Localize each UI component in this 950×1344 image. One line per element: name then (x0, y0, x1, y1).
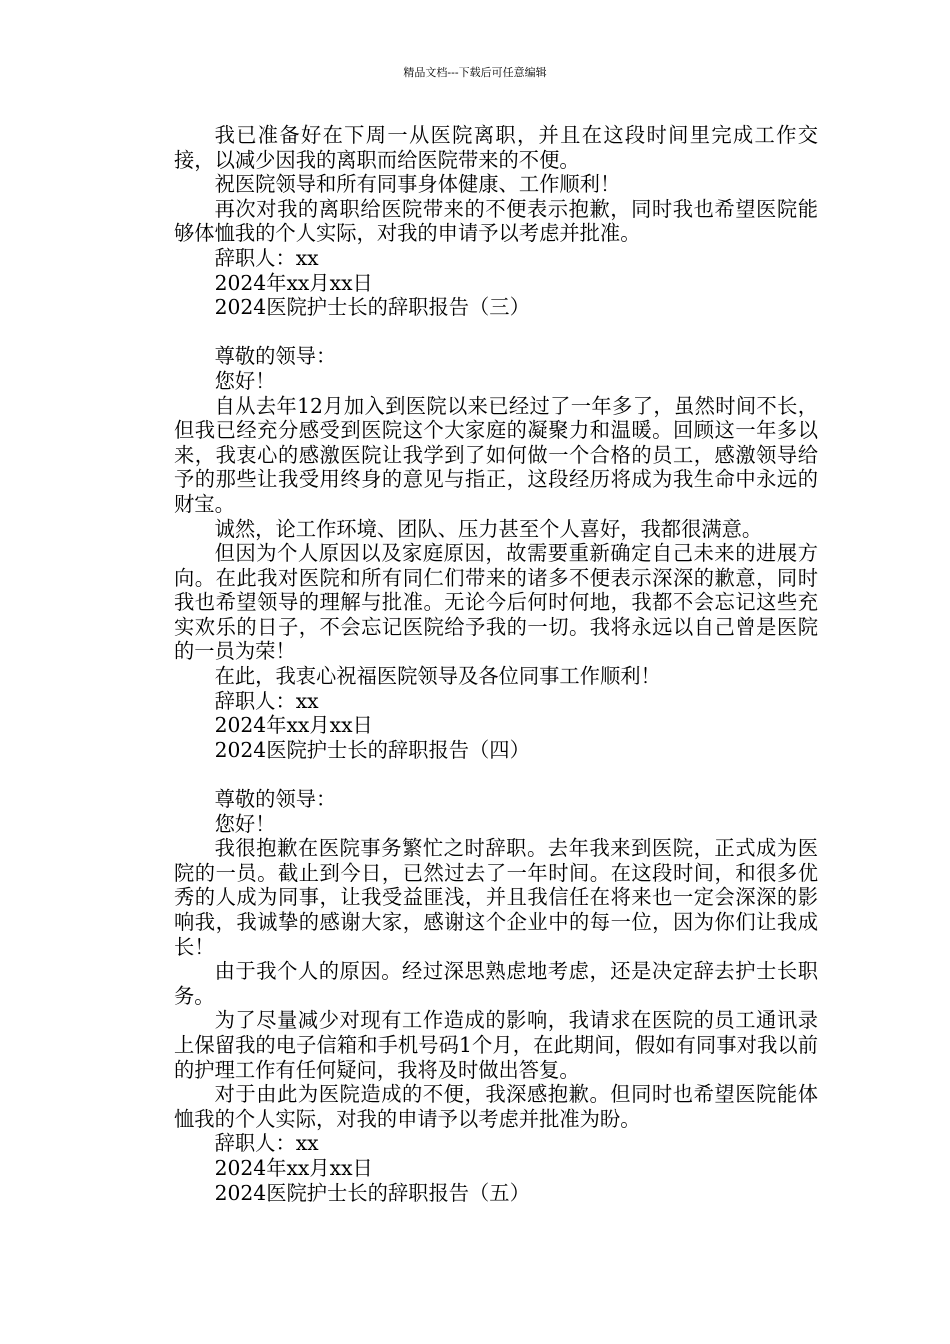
greeting: 您好！ (214, 811, 276, 836)
signature-line: 辞职人：xx (214, 1131, 319, 1156)
date-line: 2024年xx月xx日 (214, 713, 373, 738)
blank-line (174, 762, 818, 787)
paragraph: 我已准备好在下周一从医院离职，并且在这段时间里完成工作交接，以减少因我的离职而给医院带来的不便。 (174, 123, 818, 172)
paragraph: 但因为个人原因以及家庭原因，故需要重新确定自己未来的进展方向。在此我对医院和所有同仁们带来的诸多不便表示深深的歉意，同时我也希望领导的理解与批准。无论今后何时何地，我都不会忘记这些充实欢乐的日子，不会忘记医院给予我的一切。我将永远以自己曾是医院的一员为荣！ (174, 541, 818, 664)
section-title: 2024医院护士长的辞职报告（五） (214, 1180, 530, 1205)
paragraph: 祝医院领导和所有同事身体健康、工作顺利！ (214, 172, 621, 197)
document-body (174, 123, 818, 1205)
paragraph: 再次对我的离职给医院带来的不便表示抱歉，同时我也希望医院能够体恤我的个人实际，对我的申请予以考虑并批准。 (174, 196, 818, 246)
date-line: 2024年xx月xx日 (214, 270, 373, 295)
section-title: 2024医院护士长的辞职报告（四） (214, 737, 530, 762)
paragraph: 对于由此为医院造成的不便，我深感抱歉。但同时也希望医院能体恤我的个人实际，对我的申请予以考虑并批准为盼。 (174, 1082, 818, 1131)
blank-line (174, 320, 818, 345)
paragraph: 诚然，论工作环境、团队、压力甚至个人喜好，我都很满意。 (214, 516, 763, 541)
paragraph: 为了尽量减少对现有工作造成的影响，我请求在医院的员工通讯录上保留我的电子信箱和手机号码1个月，在此期间，假如有同事对我以前的护理工作有任何疑问，我将及时做出答复。 (174, 1008, 818, 1082)
greeting: 您好！ (214, 368, 276, 393)
paragraph: 我很抱歉在医院事务繁忙之时辞职。去年我来到医院，正式成为医院的一员。截止到今日，已然过去了一年时间。在这段时间，和很多优秀的人成为同事，让我受益匪浅，并且我信任在将来也一定会深深的影响我，我诚挚的感谢大家，感谢这个企业中的每一位，因为你们让我成长！ (174, 836, 818, 959)
signature-line: 辞职人：xx (214, 688, 319, 713)
salutation: 尊敬的领导： (214, 787, 337, 812)
signature-line: 辞职人：xx (214, 245, 319, 270)
date-line: 2024年xx月xx日 (214, 1155, 373, 1180)
page-header: 精品文档---下载后可任意编辑 (403, 66, 547, 79)
salutation: 尊敬的领导： (214, 344, 337, 369)
paragraph: 在此，我衷心祝福医院领导及各位同事工作顺利！ (214, 664, 661, 689)
section-title: 2024医院护士长的辞职报告（三） (214, 295, 530, 320)
paragraph: 由于我个人的原因。经过深思熟虑地考虑，还是决定辞去护士长职务。 (174, 959, 818, 1008)
paragraph: 自从去年12月加入到医院以来已经过了一年多了，虽然时间不长，但我已经充分感受到医院这个大家庭的凝聚力和温暖。回顾这一年多以来，我衷心的感激医院让我学到了如何做一个合格的员工，感激领导给予的那些让我受用终身的意见与指正，这段经历将成为我生命中永远的财宝。 (174, 393, 818, 516)
